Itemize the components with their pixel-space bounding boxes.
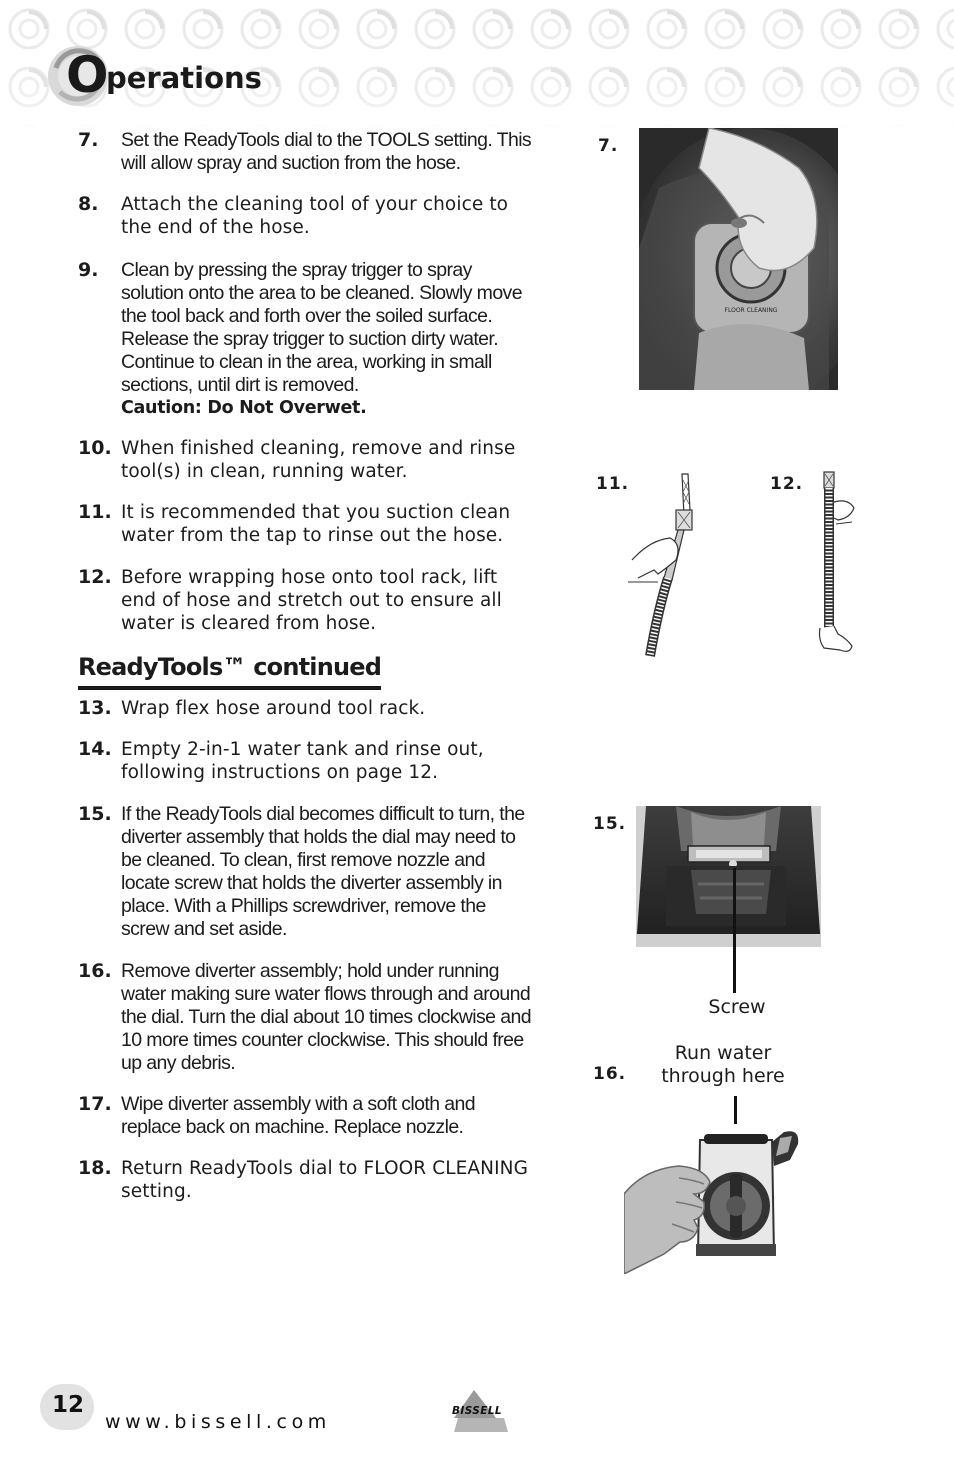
step-text: Wipe diverter assembly with a soft cloth and replace back on machine. Replace nozzle. xyxy=(121,1093,476,1138)
figure-16-photo xyxy=(624,1124,800,1274)
step-number: 13. xyxy=(78,697,112,719)
step-11 xyxy=(78,501,538,547)
screw-callout: Screw xyxy=(708,996,766,1018)
run-water-callout xyxy=(650,1042,796,1088)
figure-16-label: 16. xyxy=(593,1064,627,1084)
figure-15-label: 15. xyxy=(593,814,627,834)
step-text: Remove diverter assembly; hold under running water making sure water flows through and around the dial. Turn the dial about 10 times clockwise and 10 more times counter clockwise. This should free up any debris. xyxy=(121,960,531,1074)
step-number: 11. xyxy=(78,501,112,523)
step-number: 18. xyxy=(78,1157,112,1179)
run-water-callout-line-1: Run water xyxy=(674,1042,772,1064)
step-7 xyxy=(78,129,538,175)
figure-12-label: 12. xyxy=(770,474,804,494)
step-text: Wrap flex hose around tool rack. xyxy=(121,698,426,719)
step-9 xyxy=(78,259,538,420)
figure-7-label: 7. xyxy=(598,136,619,156)
step-16 xyxy=(78,960,538,1075)
page-number: 12 xyxy=(52,1392,85,1418)
step-number: 9. xyxy=(78,259,99,281)
run-water-callout-line-2: through here xyxy=(661,1065,785,1087)
step-text: When finished cleaning, remove and rinse tool(s) in clean, running water. xyxy=(121,438,516,482)
figure-15-photo xyxy=(636,806,821,947)
caution-text: Caution: Do Not Overwet. xyxy=(121,398,367,418)
step-number: 10. xyxy=(78,437,112,459)
bissell-logo xyxy=(452,1388,514,1434)
step-text: Set the ReadyTools dial to the TOOLS setting. This will allow spray and suction from the hose. xyxy=(121,129,532,174)
step-number: 14. xyxy=(78,738,112,760)
section-heading: ReadyTools™ continued xyxy=(78,650,381,690)
step-12 xyxy=(78,566,538,635)
bissell-logo-text: BISSELL xyxy=(452,1405,503,1417)
figure-7-photo xyxy=(639,128,838,390)
step-17 xyxy=(78,1093,538,1139)
step-text: Clean by pressing the spray trigger to spray solution onto the area to be cleaned. Slowly move the tool back and forth over the soiled surface. Release the spray trigger to suction dirty water. Continue to clean in the area, working in small sections, until dirt is removed. xyxy=(121,259,522,396)
step-8 xyxy=(78,193,538,239)
footer-url-link[interactable]: www.bissell.com xyxy=(105,1411,331,1433)
screw-leader-line xyxy=(733,868,736,993)
step-10 xyxy=(78,437,538,483)
step-14 xyxy=(78,738,538,784)
step-number: 17. xyxy=(78,1093,112,1115)
figure-7-dial-text: FLOOR CLEANING xyxy=(724,307,778,314)
step-text: Return ReadyTools dial to FLOOR CLEANING setting. xyxy=(121,1158,529,1202)
figure-11-label: 11. xyxy=(596,474,630,494)
step-18 xyxy=(78,1157,538,1203)
step-number: 8. xyxy=(78,193,99,215)
step-text: If the ReadyTools dial becomes difficult to turn, the diverter assembly that holds the dial may need to be cleaned. To clean, first remove nozzle and locate screw that holds the diverter assembly in place. With a Phillips screwdriver, remove the screw and set aside. xyxy=(121,803,525,940)
figure-11-illustration xyxy=(628,470,698,658)
title-text: perations xyxy=(106,61,262,95)
step-number: 7. xyxy=(78,129,99,151)
step-number: 15. xyxy=(78,803,112,825)
step-13 xyxy=(78,697,538,720)
figure-12-illustration xyxy=(810,468,856,658)
title-initial: O xyxy=(66,46,109,104)
step-text: Empty 2-in-1 water tank and rinse out, following instructions on page 12. xyxy=(121,739,484,783)
step-number: 16. xyxy=(78,960,112,982)
step-text: Before wrapping hose onto tool rack, lift end of hose and stretch out to ensure all water is cleared from hose. xyxy=(121,567,502,634)
step-15 xyxy=(78,803,538,941)
step-text: It is recommended that you suction clean water from the tap to rinse out the hose. xyxy=(121,502,511,546)
step-text: Attach the cleaning tool of your choice to the end of the hose. xyxy=(121,194,509,238)
page-number-badge xyxy=(40,1384,94,1430)
step-number: 12. xyxy=(78,566,112,588)
